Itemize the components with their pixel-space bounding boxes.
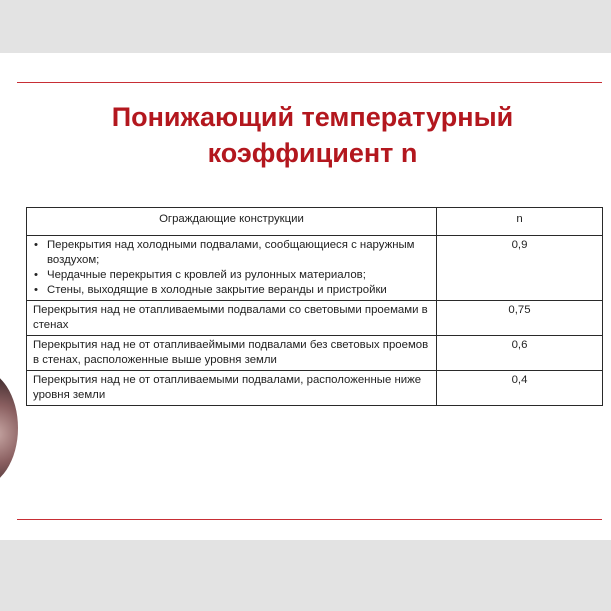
column-header-structures: Ограждающие конструкции (27, 208, 437, 236)
list-item: • Стены, выходящие в холодные закрытие веранды и пристройки (33, 283, 430, 298)
speaker-video-thumbnail (0, 369, 18, 487)
table-row (27, 336, 603, 371)
coefficient-table (26, 207, 603, 406)
structure-description: Перекрытия над не от отапливаемыми подвалами, расположенные ниже уровня земли (27, 371, 437, 406)
bullet-cell (27, 236, 437, 301)
bottom-divider (17, 519, 602, 520)
structure-description: Перекрытия над не отапливаемыми подвалами со световыми проемами в стенах (27, 301, 437, 336)
list-item: • Перекрытия над холодными подвалами, сообщающиеся с наружным воздухом; (33, 238, 430, 268)
presentation-slide (0, 53, 611, 540)
coefficient-value: 0,9 (437, 236, 603, 301)
top-divider (17, 82, 602, 83)
coefficient-value: 0,6 (437, 336, 603, 371)
table-header-row (27, 208, 603, 236)
coefficient-value: 0,4 (437, 371, 603, 406)
table-row (27, 371, 603, 406)
table-row (27, 236, 603, 301)
slide-title-line-1: Понижающий температурный (111, 102, 514, 132)
structure-description: Перекрытия над не от отапливаеймыми подвалами без световых проемов в стенах, расположенные выше уровня земли (27, 336, 437, 371)
coefficient-value: 0,75 (437, 301, 603, 336)
slide-title-line-2: коэффициент n (207, 138, 418, 168)
list-item: • Чердачные перекрытия с кровлей из рулонных материалов; (33, 268, 430, 283)
table-row (27, 301, 603, 336)
bullet-list (33, 238, 430, 298)
column-header-n: n (437, 208, 603, 236)
